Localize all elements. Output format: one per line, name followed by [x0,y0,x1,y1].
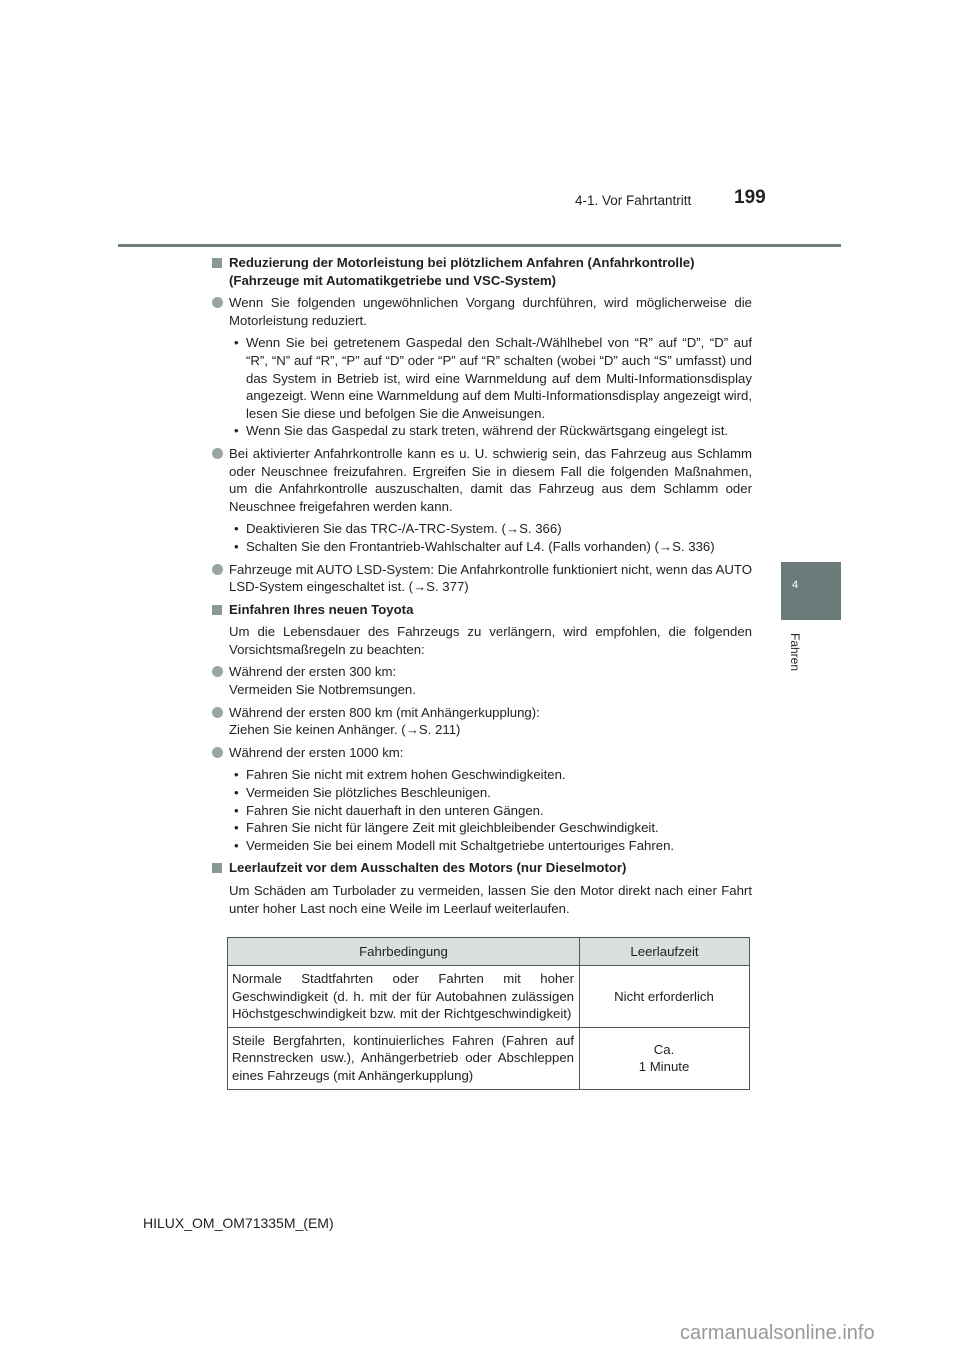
list-item: Während der ersten 800 km (mit Anhängerkupplung): Ziehen Sie keinen Anhänger. (→S. 211) [212,704,752,739]
dot-bullet-icon: • [234,767,239,783]
dot-bullet-icon: • [234,423,239,439]
sub-list-item: • Vermeiden Sie bei einem Modell mit Schaltgetriebe untertouriges Fahren. [234,837,675,853]
dot-bullet-icon: • [234,335,239,351]
watermark[interactable]: carmanualsonline.info [680,1322,875,1344]
sub-list [212,334,752,440]
idle-time-cell: Nicht erforderlich [580,966,750,1028]
section-title: 4-1. Vor Fahrtantritt [575,193,692,208]
sub-list-item: • Fahren Sie nicht dauerhaft in den unteren Gängen. [234,802,544,818]
section-intro: Um die Lebensdauer des Fahrzeugs zu verlängern, wird empfohlen, die folgenden Vorsichtsmaßregeln zu beachten: [229,624,752,657]
page-number: 199 [734,187,766,208]
dot-bullet-icon: • [234,802,239,818]
circle-bullet-icon [212,707,223,718]
dot-bullet-icon: • [234,785,239,801]
section-heading: Reduzierung der Motorleistung bei plötzlichem Anfahren (Anfahrkontrolle) (Fahrzeuge mit Automatikgetriebe und VSC-System) [212,254,752,289]
circle-bullet-icon [212,564,223,575]
column-header: Fahrbedingung [228,938,580,966]
section-heading: Leerlaufzeit vor dem Ausschalten des Motors (nur Dieselmotor) [212,859,752,877]
square-bullet-icon [212,605,222,615]
condition-cell: Normale Stadtfahrten oder Fahrten mit hoher Geschwindigkeit (d. h. mit der für Autobahnen zulässigen Höchstgeschwindigkeit bzw. mit der Richtgeschwindigkeit) [228,966,580,1028]
chapter-label: Fahren [788,633,802,672]
condition-cell: Steile Bergfahrten, kontinuierliches Fahren (Fahren auf Rennstrecken usw.), Anhängerbetrieb oder Abschleppen eines Fahrzeugs (mit Anhängerkupplung) [228,1027,580,1089]
chapter-number: 4 [792,579,799,591]
idle-time-table [227,937,750,1090]
square-bullet-icon [212,863,222,873]
table-header-row [228,938,750,966]
chapter-tab[interactable] [781,562,841,620]
list-item: Wenn Sie folgenden ungewöhnlichen Vorgang durchführen, wird möglicherweise die Motorleistung reduziert. [212,294,752,329]
dot-bullet-icon: • [234,837,239,853]
circle-bullet-icon [212,448,223,459]
column-header: Leerlaufzeit [580,938,750,966]
document-code: HILUX_OM_OM71335M_(EM) [143,1215,334,1231]
sub-list-item: • Schalten Sie den Frontantrieb-Wahlschalter auf L4. (Falls vorhanden) (→S. 336) [234,538,715,554]
section-intro: Um Schäden am Turbolader zu vermeiden, lassen Sie den Motor direkt nach einer Fahrt unter hoher Last noch eine Weile im Leerlauf weiterlaufen. [229,883,752,916]
list-item: Während der ersten 300 km: Vermeiden Sie Notbremsungen. [212,663,752,698]
list-item: Fahrzeuge mit AUTO LSD-System: Die Anfahrkontrolle funktioniert nicht, wenn das AUTO LSD-System eingeschaltet ist. (→S. 377) [212,561,752,596]
section-heading: Einfahren Ihres neuen Toyota [212,601,752,619]
sub-list [212,766,752,854]
dot-bullet-icon: • [234,521,239,537]
square-bullet-icon [212,258,222,268]
sub-list-item: • Fahren Sie nicht für längere Zeit mit gleichbleibender Geschwindigkeit. [234,820,659,836]
idle-time-cell: Ca. 1 Minute [580,1027,750,1089]
list-item: Bei aktivierter Anfahrkontrolle kann es u. U. schwierig sein, das Fahrzeug aus Schlamm oder Neuschnee freizufahren. Ergreifen Sie in diesem Fall die folgenden Maßnahmen, um die Anfahrkontrolle auszuschalten, damit das Fahrzeug aus dem Schlamm oder Neuschnee freigefahren werden kann. [212,445,752,515]
circle-bullet-icon [212,666,223,677]
dot-bullet-icon: • [234,538,239,554]
circle-bullet-icon [212,747,223,758]
table-row [228,1027,750,1089]
dot-bullet-icon: • [234,820,239,836]
sub-list-item: • Vermeiden Sie plötzliches Beschleunigen. [234,785,491,801]
sub-list-item: • Deaktivieren Sie das TRC-/A-TRC-System. (→S. 366) [234,521,562,537]
sub-list [212,520,752,555]
sub-list-item: • Wenn Sie bei getretenem Gaspedal den Schalt-/Wählhebel von “R” auf “D”, “D” auf “R”, “N” auf “R”, “P” auf “D” oder “P” auf “R” schalten (wobei “D” auch “S” umfasst) und das System in Betrieb ist, wird eine Warnmeldung auf dem Multi-Informationsdisplay angezeigt. Wenn eine Warnmeldung auf dem Multi-Informationsdisplay angezeigt wird, lesen Sie diese und befolgen Sie die Anweisungen. [234,335,752,421]
header-divider [118,244,841,247]
table-row [228,966,750,1028]
sub-list-item: • Wenn Sie das Gaspedal zu stark treten, während der Rückwärtsgang eingelegt ist. [234,423,729,439]
circle-bullet-icon [212,297,223,308]
sub-list-item: • Fahren Sie nicht mit extrem hohen Geschwindigkeiten. [234,767,566,783]
page-content [212,254,752,922]
list-item: Während der ersten 1000 km: [212,744,752,762]
